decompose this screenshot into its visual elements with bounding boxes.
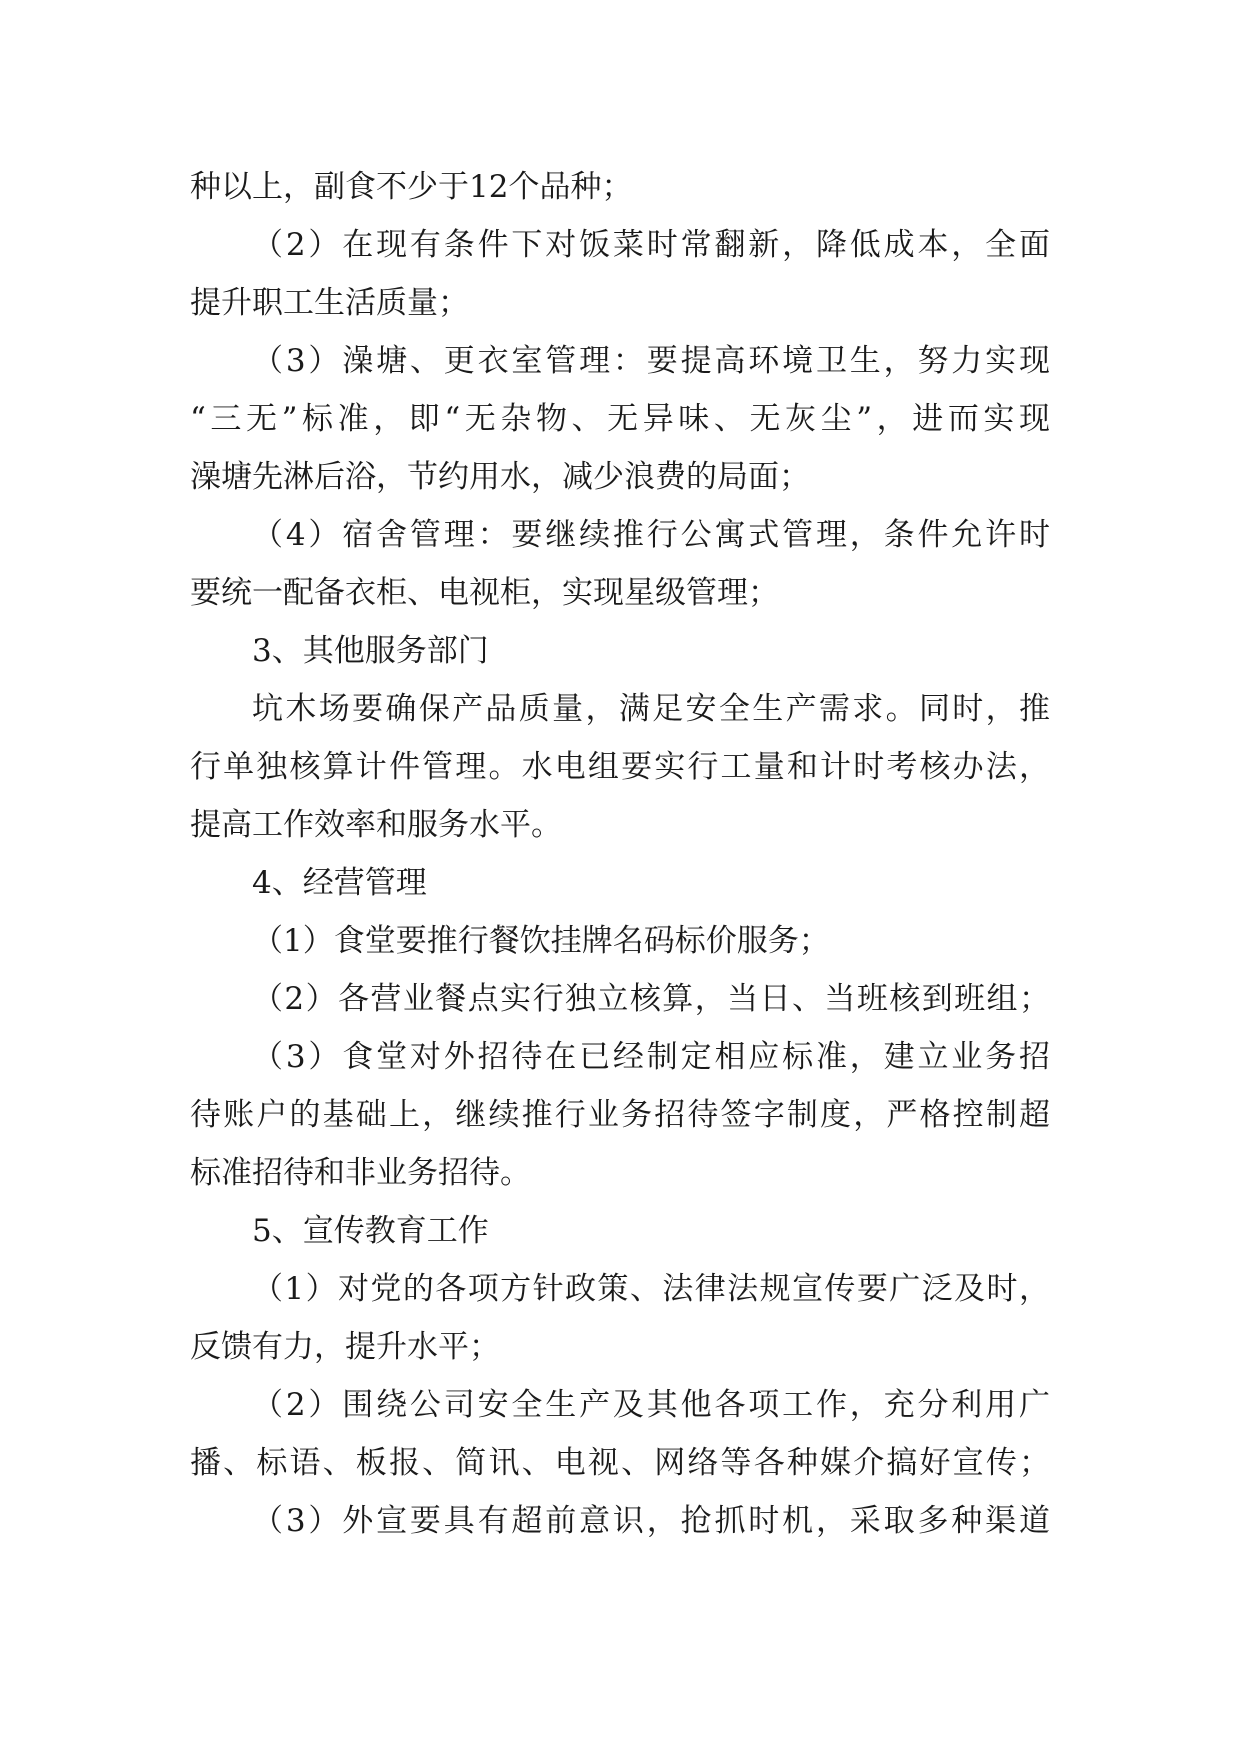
text-line: 播、标语、板报、简讯、电视、网络等各种媒介搞好宣传； [190,1445,1050,1481]
text-line: 行单独核算计件管理。水电组要实行工量和计时考核办法， [190,749,1050,785]
text-line: 种以上，副食不少于12个品种； [190,169,633,205]
text-line: （1）对党的各项方针政策、法律法规宣传要广泛及时， [252,1271,1050,1307]
body-text [190,158,1050,1550]
section-heading: 3、其他服务部门 [252,633,489,669]
text-line: （2）在现有条件下对饭菜时常翻新，降低成本，全面 [252,227,1050,263]
text-line: 提升职工生活质量； [190,285,469,321]
text-line: （1）食堂要推行餐饮挂牌名码标价服务； [252,923,830,959]
text-line: （3）食堂对外招待在已经制定相应标准，建立业务招 [252,1039,1050,1075]
section-heading: 4、经营管理 [252,865,427,901]
text-line: （2）围绕公司安全生产及其他各项工作，充分利用广 [252,1387,1050,1423]
text-line: “三无”标准，即“无杂物、无异味、无灰尘”，进而实现 [190,401,1050,437]
text-line: 提高工作效率和服务水平。 [190,807,562,843]
text-line: （3）外宣要具有超前意识，抢抓时机，采取多种渠道 [252,1503,1050,1539]
text-line: （3）澡塘、更衣室管理：要提高环境卫生，努力实现 [252,343,1050,379]
section-heading: 5、宣传教育工作 [252,1213,489,1249]
text-line: 澡塘先淋后浴，节约用水，减少浪费的局面； [190,459,810,495]
text-line: （2）各营业餐点实行独立核算，当日、当班核到班组； [252,981,1050,1017]
text-line: 坑木场要确保产品质量，满足安全生产需求。同时，推 [252,691,1050,727]
text-line: 反馈有力，提升水平； [190,1329,500,1365]
text-line: 待账户的基础上，继续推行业务招待签字制度，严格控制超 [190,1097,1050,1133]
text-line: 要统一配备衣柜、电视柜，实现星级管理； [190,575,779,611]
text-line: （4）宿舍管理：要继续推行公寓式管理，条件允许时 [252,517,1050,553]
text-line: 标准招待和非业务招待。 [190,1155,531,1191]
